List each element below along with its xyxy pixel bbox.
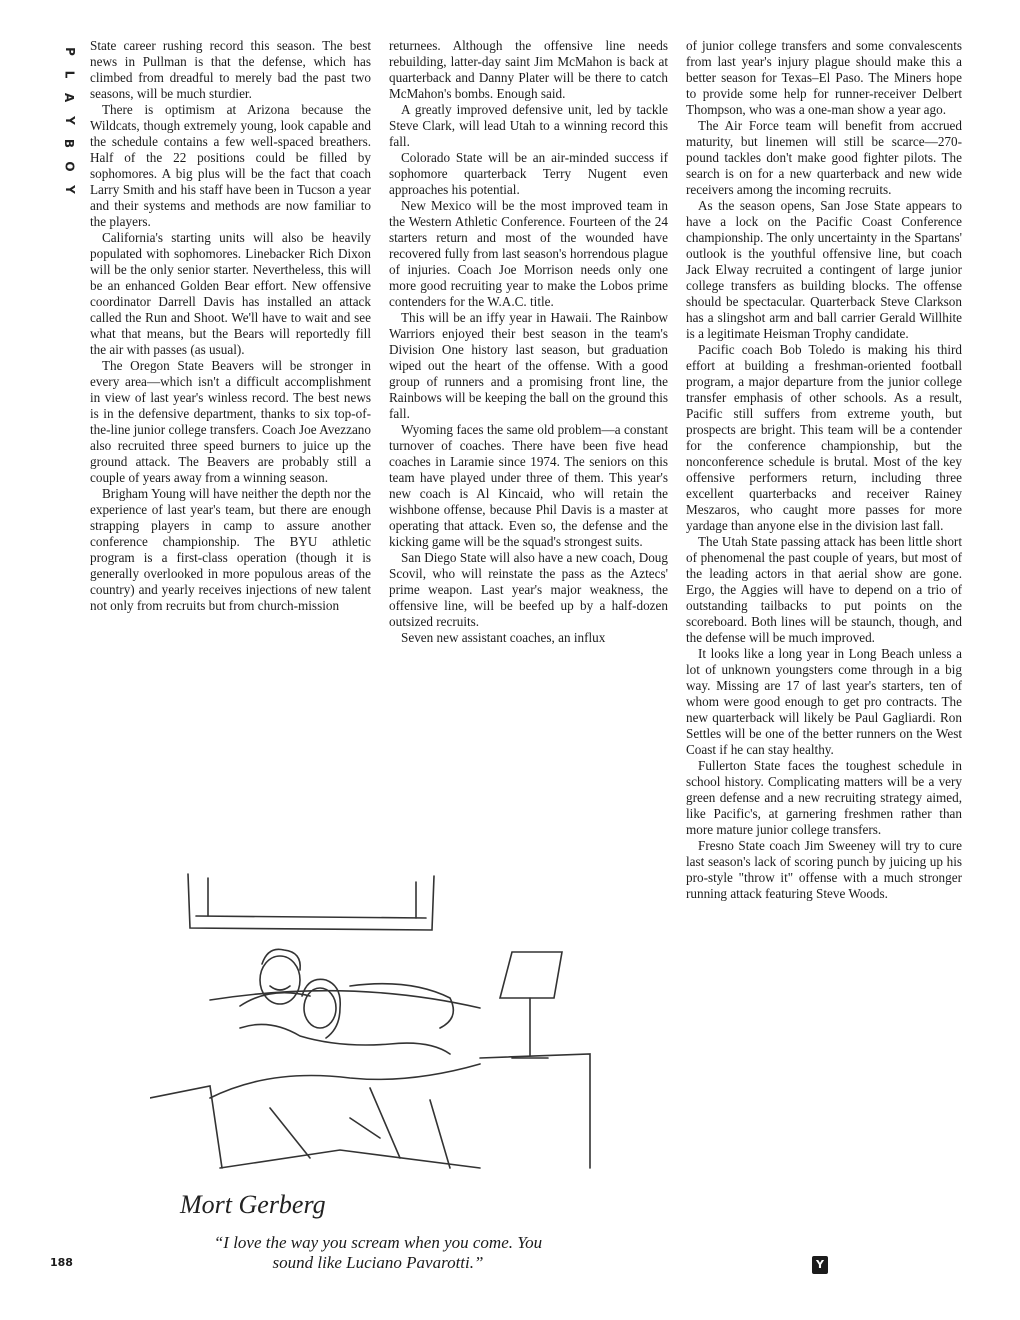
cartoon-illustration [150,868,650,1228]
spine-letter: Y [62,185,77,194]
spine-letter: B [62,138,77,149]
end-of-article-mark: Y [812,1256,828,1274]
article-paragraph: A greatly improved defensive unit, led by tackle Steve Clark, will lead Utah to a winning record this fall. [389,102,668,149]
cartoon-caption-line-2: sound like Luciano Pavarotti.” [272,1253,484,1272]
article-paragraph: Seven new assistant coaches, an influx [401,630,606,645]
article-column-2 [389,38,668,646]
article-paragraph: There is optimism at Arizona because the Wildcats, though extremely young, look capable and the schedule contains a few well-spaced breathers. Half of the 22 positions could be filled by sophomores. A big plus will be the fact that coach Larry Smith and his staff have been in Tucson a year and their systems and methods are now familiar to the players. [90,102,371,229]
article-paragraph: Fresno State coach Jim Sweeney will try to cure last season's lack of scoring punch by juicing up his pro-style "throw it" offense with a much stronger running attack featuring Steve Woods. [686,838,962,901]
article-paragraph: Pacific coach Bob Toledo is making his third effort at building a freshman-oriented football program, a major departure from the junior college transfer emphasis of other schools. As a result, Pacific still suffers from extreme youth, but prospects are bright. This team will be a contender for the conference championship, but the nonconference schedule is brutal. Most of the key offensive performers return, including three excellent quarterbacks and receiver Rainey Meszaros, who caught more passes for more yardage than anyone else in the division last fall. [686,342,962,533]
article-paragraph: State career rushing record this season. The best news in Pullman is that the defense, which has climbed from dreadful to merely bad the past two seasons, will be much sturdier. [90,38,371,101]
article-paragraph: It looks like a long year in Long Beach unless a lot of unknown youngsters come through in a big way. Missing are 17 of last year's starters, ten of whom were good enough to get pro contracts. The new quarterback will likely be Paul Gagliardi. Ron Settles will be one of the better runners on the West Coast if he can stay healthy. [686,646,962,757]
spine-letter: Y [62,116,77,125]
article-paragraph: New Mexico will be the most improved team in the Western Athletic Conference. Fourteen of the 24 starters return and most of the wounded have recovered fully from last season's horrendous plague of injuries. Coach Joe Morrison needs only one more good recruiting year to make the Lobos prime contenders for the W.A.C. title. [389,198,668,309]
page-number: 188 [50,1256,73,1269]
article-paragraph: The Air Force team will benefit from accrued maturity, but linemen will still be scarce—270-pound tackles don't make good fighter pilots. The search is on for a new quarterback and new wide receivers among the incoming recruits. [686,118,962,197]
article-paragraph: Wyoming faces the same old problem—a constant turnover of coaches. There have been five head coaches in Laramie since 1974. The seniors on this team have played under three of them. This year's new coach is Al Kincaid, who will retain the wishbone offense, because Phil Davis is a master at operating that attack. Even so, the defense and the kicking game will be the squad's strongest suits. [389,422,668,549]
article-paragraph: This will be an iffy year in Hawaii. The Rainbow Warriors enjoyed their best season in the team's Division One history last season, but graduation wiped out the heart of the offense. With a good group of runners and a promising front line, the Rainbows will be keeping the ball on the ground this fall. [389,310,668,421]
article-paragraph: California's starting units will also be heavily populated with sophomores. Linebacker Rich Dixon will be the only senior starter. Nevertheless, this will be an enhanced Golden Bear effort. New offensive coordinator Darrell Davis has installed an attack called the Run and Shoot. We'll have to wait and see what that means, but the Bears will reportedly fill the air with passes (as usual). [90,230,371,357]
article-paragraph: Brigham Young will have neither the depth nor the experience of last year's team, but there are enough strapping players in camp to assure another conference championship. The BYU athletic program is a first-class operation (though it is generally overlooked in more populous areas of the country) and yearly receives injections of new talent not only from recruits but from church-mission [90,486,371,613]
article-paragraph: San Diego State will also have a new coach, Doug Scovil, who will reinstate the pass as the Aztecs' prime weapon. Last year's major weakness, the offensive line, will be beefed up by a half-dozen outsized recruits. [389,550,668,629]
article-paragraph: The Utah State passing attack has been little short of phenomenal the past couple of years, but most of the leading actors in that aerial show are gone. Ergo, the Aggies will have to depend on a trio of outstanding tailbacks to put points on the scoreboard. Both lines will be staunch, though, and the defense will be much improved. [686,534,962,645]
article-paragraph: As the season opens, San Jose State appears to have a lock on the Pacific Coast Conference championship. The only uncertainty in the Spartans' outlook is the youthful offensive line, but coach Jack Elway recruited a contingent of large junior college transfers as building blocks. The offense should be spectacular. Quarterback Steve Clarkson has a slingshot arm and ball carrier Gerald Willhite is a legitimate Heisman Trophy candidate. [686,198,962,341]
article-paragraph: returnees. Although the offensive line needs rebuilding, latter-day saint Jim McMahon is back at quarterback and Danny Plater will be there to catch McMahon's bombs. Enough said. [389,38,668,101]
article-paragraph: Colorado State will be an air-minded success if sophomore quarterback Terry Nugent even approaches his potential. [389,150,668,197]
cartoon-signature: Mort Gerberg [180,1190,326,1219]
spine-letter: L [62,70,77,79]
article-paragraph: Fullerton State faces the toughest schedule in school history. Complicating matters will be a very green defense and a new recruiting strategy aimed, like Pacific's, at garnering freshmen rather than more mature junior college transfers. [686,758,962,837]
cartoon-caption-line-1: “I love the way you scream when you come. You [213,1233,543,1252]
cartoon-caption [128,1233,628,1273]
article-paragraph: The Oregon State Beavers will be stronger in every area—which isn't a difficult accomplishment in view of last year's winless record. The best news is in the defensive department, thanks to six top-of-the-line junior college transfers. Coach Joe Avezzano also recruited three speed burners to juice up the ground attack. The Beavers are probably still a couple of years away from a winning season. [90,358,371,485]
spine-letter: A [62,92,77,103]
article-column-3 [686,38,962,902]
spine-letter: O [62,161,77,172]
article-paragraph: of junior college transfers and some convalescents from last year's injury plague should make this a better season for Texas–El Paso. The Miners hope to provide some help for runner-receiver Delbert Thompson, who was a one-man show a year ago. [686,38,962,117]
article-column-1 [90,38,371,614]
spine-letter: P [62,47,77,56]
magazine-spine-logo [60,40,78,201]
